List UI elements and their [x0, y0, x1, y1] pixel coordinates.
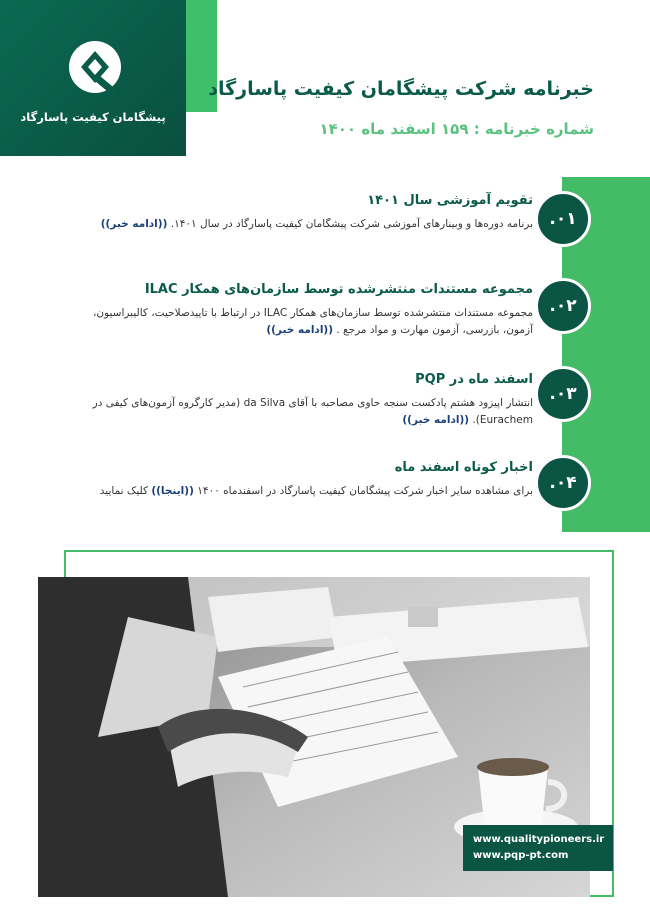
item-number-badge: .۰۲: [535, 278, 591, 334]
read-more-link[interactable]: ((ادامه خبر)): [100, 218, 168, 230]
news-item-tail: کلیک نمایید: [99, 485, 148, 497]
news-item: [63, 193, 533, 233]
brand-name: پیشگامان کیفیت پاسارگاد: [20, 110, 166, 124]
news-item-title: اسفند ماه در PQP: [415, 372, 533, 387]
news-item-title: مجموعه مستندات منتشرشده توسط سازمان‌های همکار ILAC: [144, 282, 533, 297]
news-item-title: اخبار کوتاه اسفند ماه: [394, 460, 533, 475]
item-number-badge: .۰۱: [535, 191, 591, 247]
news-item-text: برنامه دوره‌ها و وبینارهای آموزشی شرکت پیشگامان کیفیت پاسارگاد در سال ۱۴۰۱.: [170, 218, 533, 230]
news-item-title: تقویم آموزشی سال ۱۴۰۱: [367, 193, 533, 208]
logo-panel: [0, 0, 186, 156]
item-number-badge: .۰۴: [535, 455, 591, 511]
issue-number: شماره خبرنامه : ۱۵۹ اسفند ماه ۱۴۰۰: [319, 120, 594, 138]
website-link[interactable]: www.pqp-pt.com: [473, 850, 569, 861]
news-item: [63, 282, 533, 339]
news-item-text: انتشار اپیزود هشتم پادکست سنجه حاوی مصاحبه با آقای da Silva (مدیر کارگروه آزمون‌های کیفی در Eurachem).: [92, 397, 533, 426]
item-number-badge: .۰۳: [535, 366, 591, 422]
newsletter-title: خبرنامه شرکت پیشگامان کیفیت پاسارگاد: [208, 78, 594, 100]
website-links: [463, 825, 613, 871]
news-item: [63, 460, 533, 500]
news-item-text: برای مشاهده سایر اخبار شرکت پیشگامان کیفیت پاسارگاد در اسفندماه ۱۴۰۰: [197, 485, 533, 497]
news-item-body: [63, 216, 533, 233]
news-item-body: [63, 395, 533, 429]
website-link[interactable]: www.qualitypioneers.ir: [473, 834, 605, 845]
news-item-body: [63, 305, 533, 339]
company-logo-icon: [64, 36, 126, 98]
read-more-link[interactable]: ((ادامه خبر)): [266, 324, 334, 336]
news-item-body: [63, 483, 533, 500]
here-link[interactable]: ((اینجا)): [151, 485, 194, 497]
read-more-link[interactable]: ((ادامه خبر)): [402, 414, 470, 426]
news-item-text: مجموعه مستندات منتشرشده توسط سازمان‌های همکار ILAC در ارتباط با تاییدصلاحیت، کالیبراسیون، آزمون، بازرسی، آزمون مهارت و مواد مرجع .: [92, 307, 533, 336]
news-item: [63, 372, 533, 429]
